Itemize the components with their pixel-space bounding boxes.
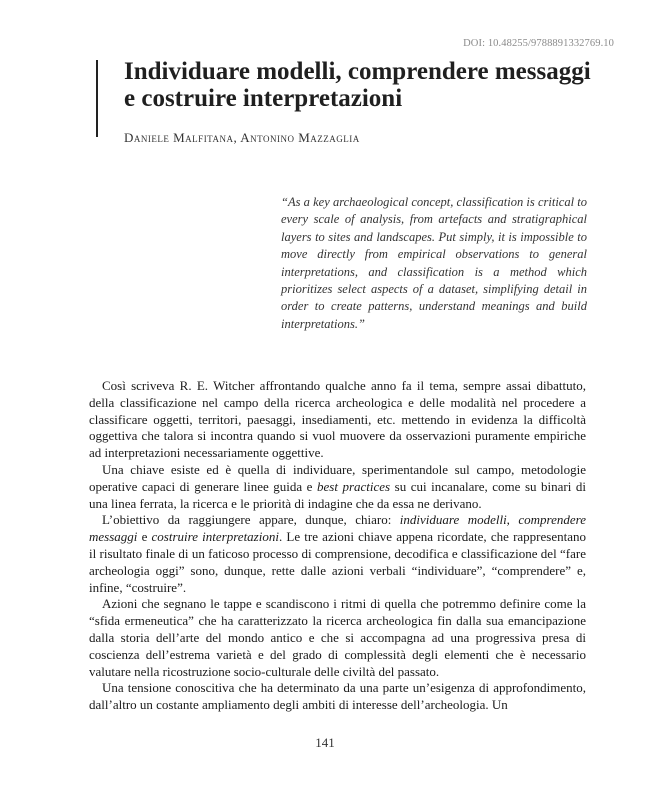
paragraph-text: L’obiettivo da raggiungere appare, dunque, chiaro: bbox=[102, 512, 400, 528]
page-number: 141 bbox=[315, 735, 335, 750]
paragraph bbox=[89, 462, 586, 512]
paragraph bbox=[89, 512, 586, 596]
emphasis-text: costruire interpretazioni bbox=[151, 529, 279, 545]
paragraph bbox=[89, 596, 586, 680]
emphasis-text: individuare modelli, comprendere messaggi bbox=[89, 512, 586, 545]
epigraph-quote: “As a key archaeological concept, classification is critical to every scale of analysis, from artefacts and stratigraphical layers to sites and landscapes. Put simply, it is impossible to move directly from empirical observations to general interpretations, and classification is a method which prioritizes select aspects of a dataset, simplifying detail in order to create patterns, understand meanings and build interpretations.” bbox=[281, 195, 587, 331]
paragraph-text: Così scriveva R. E. Witcher affrontando qualche anno fa il tema, sempre assai dibattuto, della classificazione nel campo della ricerca archeologica e delle modalità nel procedere a classificare oggetti, territori, paesaggi, insediamenti, etc. mettendo in evidenza la difficoltà oggettiva che talora si incontra quando si vuol muovere da osservazioni puramente empiriche ad interpretazioni necessariamente oggettive. bbox=[89, 378, 586, 461]
paragraph-text: Una tensione conoscitiva che ha determinato da una parte un’esigenza di approfondimento, dall’altro un costante ampliamento degli ambiti di interesse dell’archeologia. Un bbox=[89, 680, 586, 713]
doi-identifier: DOI: 10.48255/9788891332769.10 bbox=[463, 38, 614, 49]
paragraph-text: Azioni che segnano le tappe e scandiscono i ritmi di quella che potremmo definire come la “sfida ermeneutica” che ha caratterizzato la ricerca archeologica fin dalla sua emancipazione dalla storia dell’arte del mondo antico e che si accompagna ad una progressiva presa di coscienza dell’estrema varietà e del grado di complessità degli elementi che è necessario valutare nella ricostruzione socio-culturale delle civiltà del passato. bbox=[89, 596, 586, 679]
title-accent-rule bbox=[96, 60, 98, 137]
body-text bbox=[89, 378, 586, 714]
chapter-title: Individuare modelli, comprendere messaggi e costruire interpretazioni bbox=[124, 58, 591, 112]
emphasis-text: best practices bbox=[316, 478, 391, 494]
chapter-authors: Daniele Malfitana, Antonino Mazzaglia bbox=[124, 130, 360, 145]
paragraph bbox=[89, 378, 586, 462]
paragraph bbox=[89, 680, 586, 714]
paragraph-text: e bbox=[137, 529, 152, 545]
paragraph-text: Una chiave esiste ed è quella di individuare, sperimentandole sul campo, metodologie operative capaci di generare linee guida e bbox=[89, 461, 586, 494]
paragraph-text: . Le tre azioni chiave appena ricordate, che rappresentano il risultato finale di un faticoso processo di comprensione, decodifica e classificazione del “fare archeologia oggi” sono, dunque, rette dalle azioni verbali “individuare”, “comprendere” e, infine, “costruire”. bbox=[89, 529, 586, 595]
paragraph-text: su cui incanalare, come su binari di una linea ferrata, la ricerca e le priorità di indagine che da essa ne derivano. bbox=[89, 478, 587, 511]
